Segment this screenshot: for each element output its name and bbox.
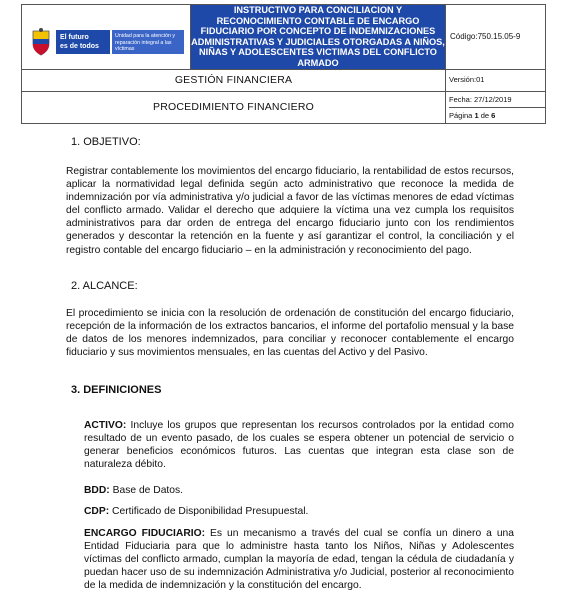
brand-slogan xyxy=(56,30,110,54)
document-code: Código:750.15.05-9 xyxy=(446,5,546,70)
document-header xyxy=(21,4,546,124)
logo xyxy=(28,27,184,57)
section-alcance-title: 2. ALCANCE: xyxy=(71,280,138,292)
section-alcance-text: El procedimiento se inicia con la resolución de ordenación de constitución del encargo fiduciario, recepción de la información de los extractos bancarios, el informe del portafolio mensual y la base de datos de los menores indemnizados, para conciliar y reconocer contablemente el encargo fiduciario y sus movimientos mensuales, en las cuentas del Activo y del Pasivo. xyxy=(66,308,514,359)
page-number: 1 xyxy=(474,110,479,120)
date-label: Fecha: 27/12/2019 xyxy=(449,92,545,108)
page-total: 6 xyxy=(491,110,496,120)
definition-encargo-fiduciario xyxy=(84,527,514,592)
section-objetivo-text: Registrar contablemente los movimientos del encargo fiduciario, la rentabilidad de estos recursos, aplicar la normatividad legal definida según acto administrativo que reconoce la medida de indemnización por vía administrativa y/o judicial a favor de las víctimas menores de edad víctimas del conflicto armado. Validar el derecho que adquiere la víctima una vez cumpla los requisitos administrativos para dar orden de entrega del encargo fiduciario junto con los rendimientos generados y descontar la retención en la fuente y así garantizar el control, la conciliación y el registro contable del encargo fiduciario – en la administración y reconocimiento del pago. xyxy=(66,166,514,256)
section-objetivo-title: 1. OBJETIVO: xyxy=(71,136,141,148)
definition-text: Es un mecanismo a través del cual se confía un dinero a una Entidad Fiduciaria para que lo administre hasta tanto los Niños, Niñas y Adolescentes víctimas del conflicto armado, cumplan la mayoría de edad, tengan la cédula de ciudadanía y puedan hacer uso de su indemnización Administrativa y/o Judicial, posterior al reconocimiento de la medida de indemnización y la constitución del encargo. xyxy=(84,528,514,592)
definition-term: ENCARGO FIDUCIARIO: xyxy=(84,528,206,539)
definition-activo xyxy=(84,419,514,471)
definition-term: CDP: xyxy=(84,506,110,517)
page-prefix: Página xyxy=(449,110,473,120)
definition-term: ACTIVO: xyxy=(84,420,127,431)
procedure-label: PROCEDIMIENTO FINANCIERO xyxy=(22,91,446,123)
section-definiciones-title: 3. DEFINICIONES xyxy=(71,384,162,396)
brand-line-2: es de todos xyxy=(60,43,99,50)
coat-of-arms-icon xyxy=(28,27,54,57)
definition-cdp xyxy=(84,505,514,518)
date-page-cell xyxy=(446,91,546,123)
area-label: GESTIÓN FINANCIERA xyxy=(22,69,446,91)
brand-line-1: El futuro xyxy=(60,34,89,41)
document-title: INSTRUCTIVO PARA CONCILIACION Y RECONOCIMIENTO CONTABLE DE ENCARGO FIDUCIARIO POR CONCEPTO DE INDEMNIZACIONES ADMINISTRATIVAS Y JUDICIALES OTORGADAS A NIÑOS, NIÑAS Y ADOLESCENTES VICTIMAS DEL CONFLICTO ARMADO xyxy=(191,5,445,68)
definition-text: Incluye los grupos que representan los recursos controlados por la entidad como resultado de un evento pasado, de los cuales se espera obtener un potencial de servicio o generar beneficios económicos futuros. Las cuentas que integran esta clase son de naturaleza débito. xyxy=(84,420,514,471)
definition-bdd xyxy=(84,484,514,497)
page-indicator xyxy=(449,108,545,123)
brand-tagline: Unidad para la atención y reparación integral a las víctimas xyxy=(112,30,184,54)
logo-cell xyxy=(22,5,191,70)
definition-term: BDD: xyxy=(84,485,110,496)
page-of: de xyxy=(480,110,490,120)
definition-text: Certificado de Disponibilidad Presupuestal. xyxy=(109,506,309,517)
definition-text: Base de Datos. xyxy=(109,485,184,496)
version-label: Versión:01 xyxy=(446,69,546,91)
